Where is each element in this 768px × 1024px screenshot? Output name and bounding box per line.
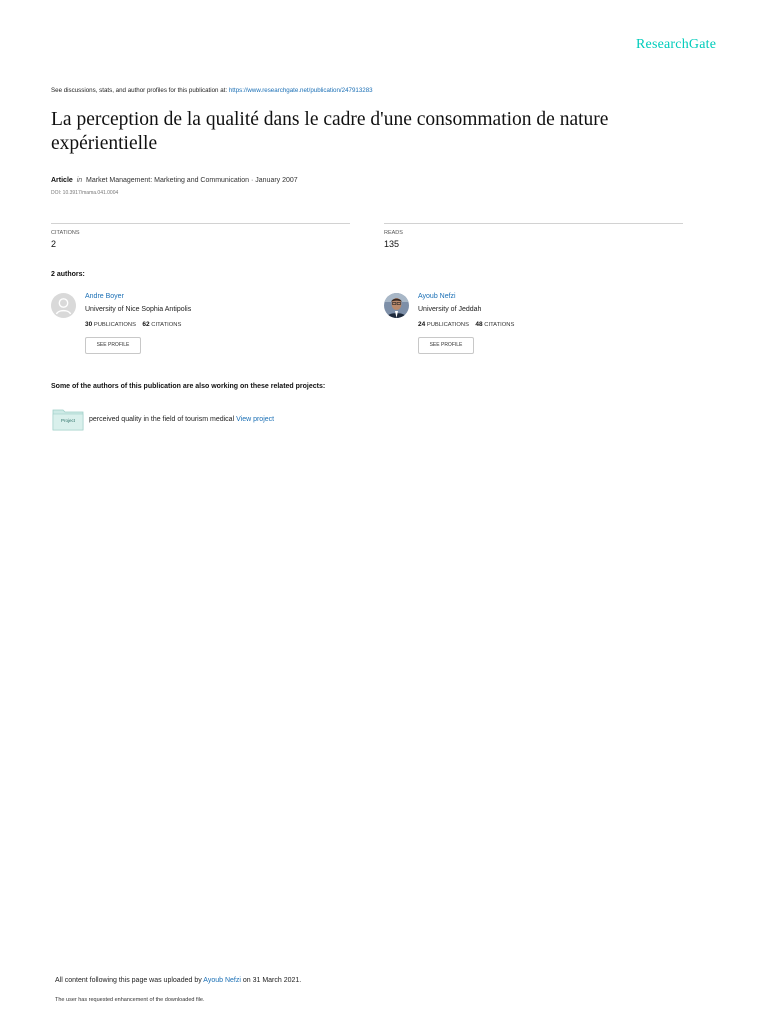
publications-count: 30 — [85, 321, 93, 328]
related-projects-heading: Some of the authors of this publication are also working on these related projects: — [51, 383, 326, 390]
upload-prefix: All content following this page was uploaded by — [55, 977, 202, 984]
project-title: perceived quality in the field of tourism medical — [89, 416, 235, 423]
divider — [51, 223, 350, 224]
citations-count: 48 — [475, 321, 483, 328]
author-stats — [85, 321, 181, 328]
project-badge-label: Project — [60, 418, 75, 423]
project-entry — [89, 416, 274, 423]
citations-count: 62 — [142, 321, 150, 328]
discussion-line — [51, 87, 373, 94]
citations-label: CITATIONS — [484, 322, 515, 328]
publications-count: 24 — [418, 321, 426, 328]
reads-label: READS — [384, 230, 403, 236]
see-profile-button[interactable]: SEE PROFILE — [85, 337, 141, 354]
publication-doi: DOI: 10.3917/mama.041.0004 — [51, 190, 119, 196]
view-project-link[interactable]: View project — [236, 416, 275, 423]
divider — [384, 223, 683, 224]
user-photo-icon[interactable] — [384, 293, 409, 318]
citations-value: 2 — [51, 239, 57, 249]
reads-value: 135 — [384, 239, 400, 249]
default-user-icon[interactable] — [51, 293, 76, 318]
publication-meta — [51, 177, 298, 184]
publication-title: La perception de la qualité dans le cadre d'une consommation de nature expérientielle — [51, 109, 609, 154]
upload-suffix: on 31 March 2021. — [242, 977, 302, 984]
authors-heading: 2 authors: — [51, 271, 85, 278]
citations-label: CITATIONS — [151, 322, 182, 328]
in-word: in — [76, 177, 83, 184]
author-name-andre-boyer[interactable]: Andre Boyer — [85, 293, 124, 300]
upload-note — [55, 977, 301, 984]
publications-label: PUBLICATIONS — [426, 322, 469, 328]
see-profile-button[interactable]: SEE PROFILE — [418, 337, 474, 354]
discussion-text: See discussions, stats, and author profiles for this publication at: — [51, 87, 228, 94]
publications-label: PUBLICATIONS — [93, 322, 136, 328]
author-stats — [418, 321, 514, 328]
uploader-link[interactable]: Ayoub Nefzi — [203, 977, 241, 984]
citations-label: CITATIONS — [51, 230, 80, 236]
author-name-ayoub-nefzi[interactable]: Ayoub Nefzi — [418, 293, 456, 300]
publication-url-link[interactable]: https://www.researchgate.net/publication/247913283 — [228, 87, 373, 94]
researchgate-logo[interactable]: ResearchGate — [636, 37, 717, 52]
enhancement-note: The user has requested enhancement of the downloaded file. — [55, 997, 205, 1003]
project-folder-icon[interactable] — [52, 407, 84, 431]
publication-type: Article — [51, 177, 73, 184]
publication-venue-date: Market Management: Marketing and Communication · January 2007 — [86, 177, 298, 184]
author-institution: University of Jeddah — [418, 306, 482, 313]
author-institution: University of Nice Sophia Antipolis — [85, 306, 192, 313]
